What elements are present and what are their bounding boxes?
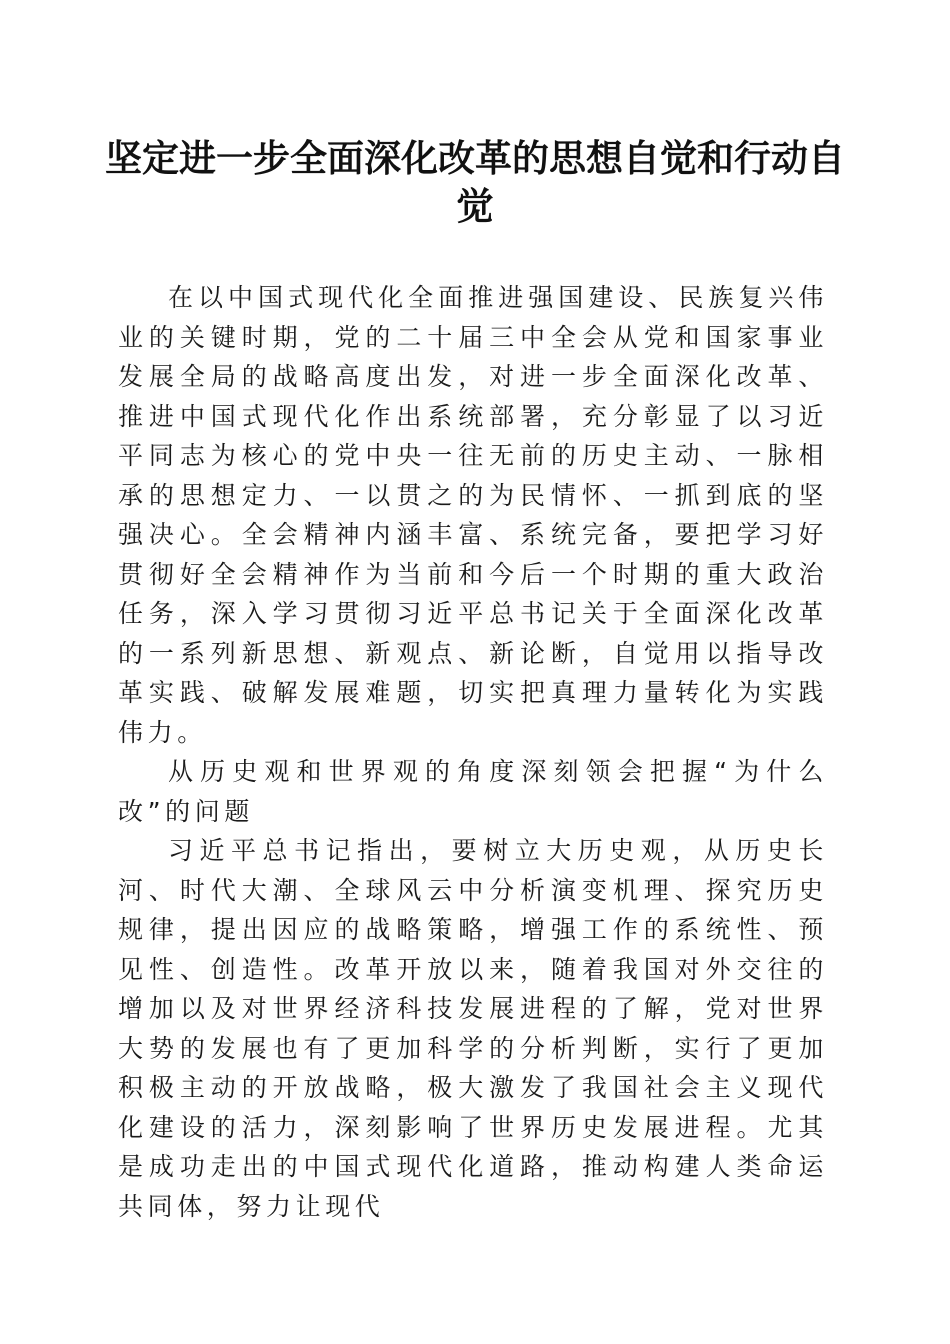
document-body <box>118 278 828 1226</box>
paragraph-history-world-view: 习近平总书记指出，要树立大历史观，从历史长河、时代大潮、全球风云中分析演变机理、探究历史规律，提出因应的战略策略，增强工作的系统性、预见性、创造性。改革开放以来，随着我国对外交往的增加以及对世界经济科技发展进程的了解，党对世界大势的发展也有了更加科学的分析判断，实行了更加积极主动的开放战略，极大激发了我国社会主义现代化建设的活力，深刻影响了世界历史发展进程。尤其是成功走出的中国式现代化道路，推动构建人类命运共同体，努力让现代 <box>118 836 828 1221</box>
document-title: 坚定进一步全面深化改革的思想自觉和行动自觉 <box>105 136 845 228</box>
section-heading-why-reform: 从历史观和世界观的角度深刻领会把握“为什么改”的问题 <box>118 757 828 826</box>
paragraph-intro: 在以中国式现代化全面推进强国建设、民族复兴伟业的关键时期，党的二十届三中全会从党和国家事业发展全局的战略高度出发，对进一步全面深化改革、推进中国式现代化作出系统部署，充分彰显了以习近平同志为核心的党中央一往无前的历史主动、一脉相承的思想定力、一以贯之的为民情怀、一抓到底的坚强决心。全会精神内涵丰富、系统完备，要把学习好贯彻好全会精神作为当前和今后一个时期的重大政治任务，深入学习贯彻习近平总书记关于全面深化改革的一系列新思想、新观点、新论断，自觉用以指导改革实践、破解发展难题，切实把真理力量转化为实践伟力。 <box>118 283 828 747</box>
